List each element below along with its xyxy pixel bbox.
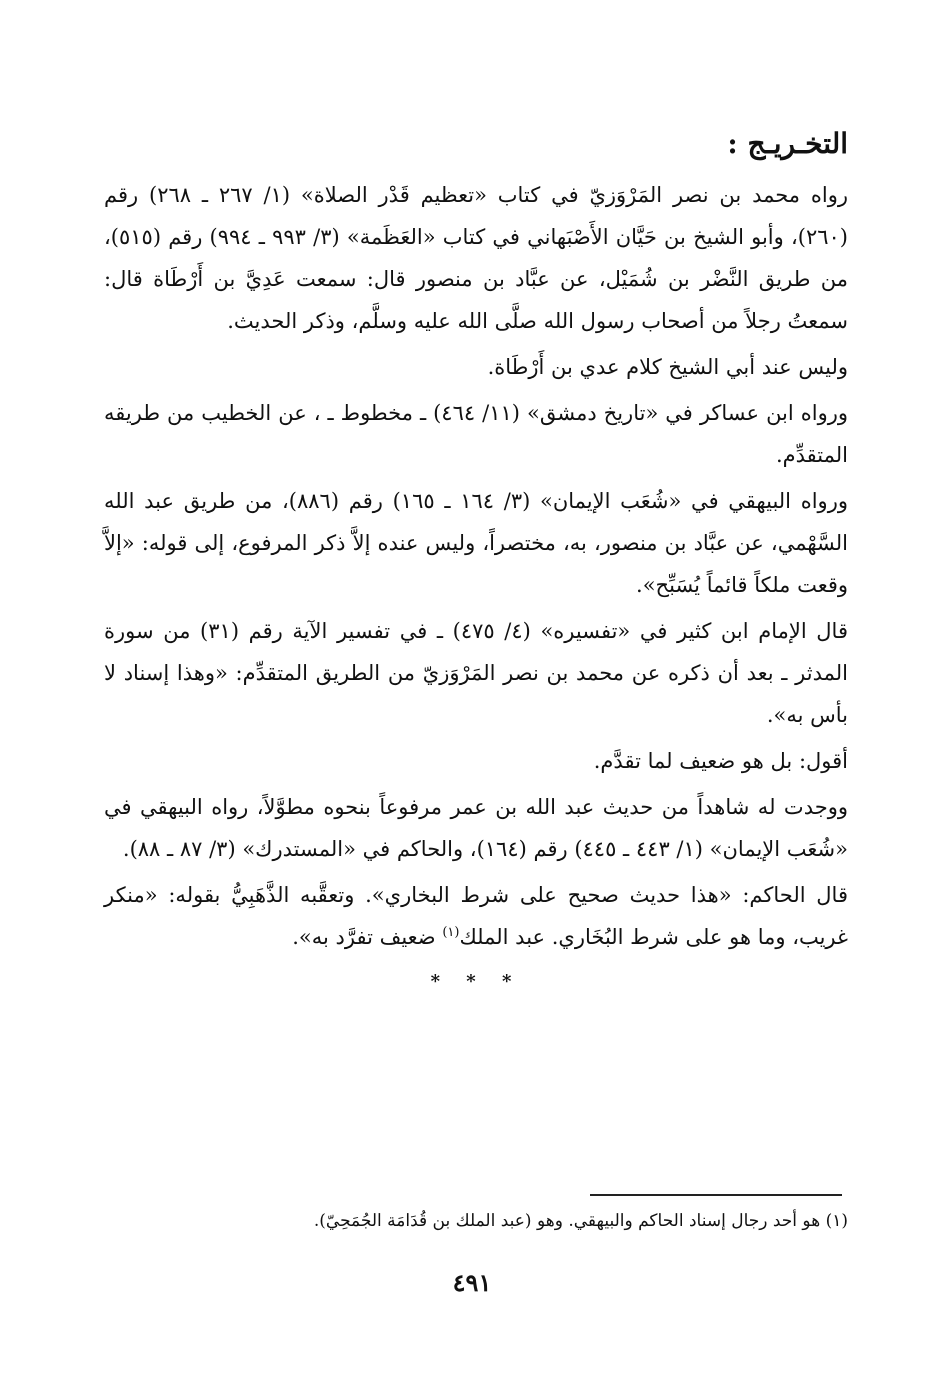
section-heading: التخـريـج : (727, 127, 848, 160)
paragraph: ورواه ابن عساكر في «تاريخ دمشق» (١١/ ٤٦٤) ـ مخطوط ـ ، عن الخطيب من طريقه المتقدِّم. (104, 401, 848, 467)
paragraph: قال الإمام ابن كثير في «تفسيره» (٤/ ٤٧٥) ـ في تفسير الآية رقم (٣١) من سورة المدثر ـ بعد أن ذكره عن محمد بن نصر المَرْوَزيّ من الطريق المتقدِّم: «وهذا إسناد لا بأس به». (104, 619, 848, 727)
page-number: ٤٩١ (452, 1268, 492, 1297)
paragraph: ورواه البيهقي في «شُعَب الإيمان» (٣/ ١٦٤ ـ ١٦٥) رقم (٨٨٦)، من طريق عبد الله السَّهْمي، عن عبَّاد بن منصور، به، مختصراً، وليس عنده إلاَّ ذكر المرفوع، إلى قوله: «إلاَّ وقعت ملكاً قائماً يُسَبِّح». (104, 489, 848, 597)
footnote-divider (590, 1194, 842, 1196)
paragraph-text: قال الحاكم: «هذا حديث صحيح على شرط البخاري». وتعقَّبه الذَّهَبِيُّ بقوله: «منكر غريب، وما هو على شرط البُخَاري. عبد الملك (104, 883, 848, 949)
paragraph: أقول: بل هو ضعيف لما تقدَّم. (593, 749, 848, 773)
section-separator: * * * (430, 971, 522, 992)
footnote-marker[interactable]: (١) (442, 925, 460, 940)
paragraph: رواه محمد بن نصر المَرْوَزيّ في كتاب «تعظيم قَدْر الصلاة» (١/ ٢٦٧ ـ ٢٦٨) رقم (٢٦٠)، وأبو الشيخ بن حَيَّان الأَصْبَهاني في كتاب «العَظَمة» (٣/ ٩٩٣ ـ ٩٩٤) رقم (٥١٥)، من طريق النَّضْر بن شُمَيْل، عن عبَّاد بن منصور قال: سمعت عَدِيَّ بن أَرْطَاة قال: سمعتُ رجلاً من أصحاب رسول الله صلَّى الله عليه وسلَّم، وذكر الحديث. (104, 183, 848, 333)
paragraph: ووجدت له شاهداً من حديث عبد الله بن عمر مرفوعاً بنحوه مطوَّلاً، رواه البيهقي في «شُعَب الإيمان» (١/ ٤٤٣ ـ ٤٤٥) رقم (١٦٤)، والحاكم في «المستدرك» (٣/ ٨٧ ـ ٨٨). (104, 795, 848, 861)
paragraph: وليس عند أبي الشيخ كلام عدي بن أَرْطَاة. (487, 355, 848, 379)
footnote: (١) هو أحد رجال إسناد الحاكم والبيهقي. وهو (عبد الملك بن قُدَامَة الجُمَحِيّ). (313, 1211, 848, 1231)
paragraph-tail: ضعيف تفرَّد به». (292, 925, 443, 949)
paragraph-last (104, 874, 848, 958)
page-body (104, 122, 848, 1002)
